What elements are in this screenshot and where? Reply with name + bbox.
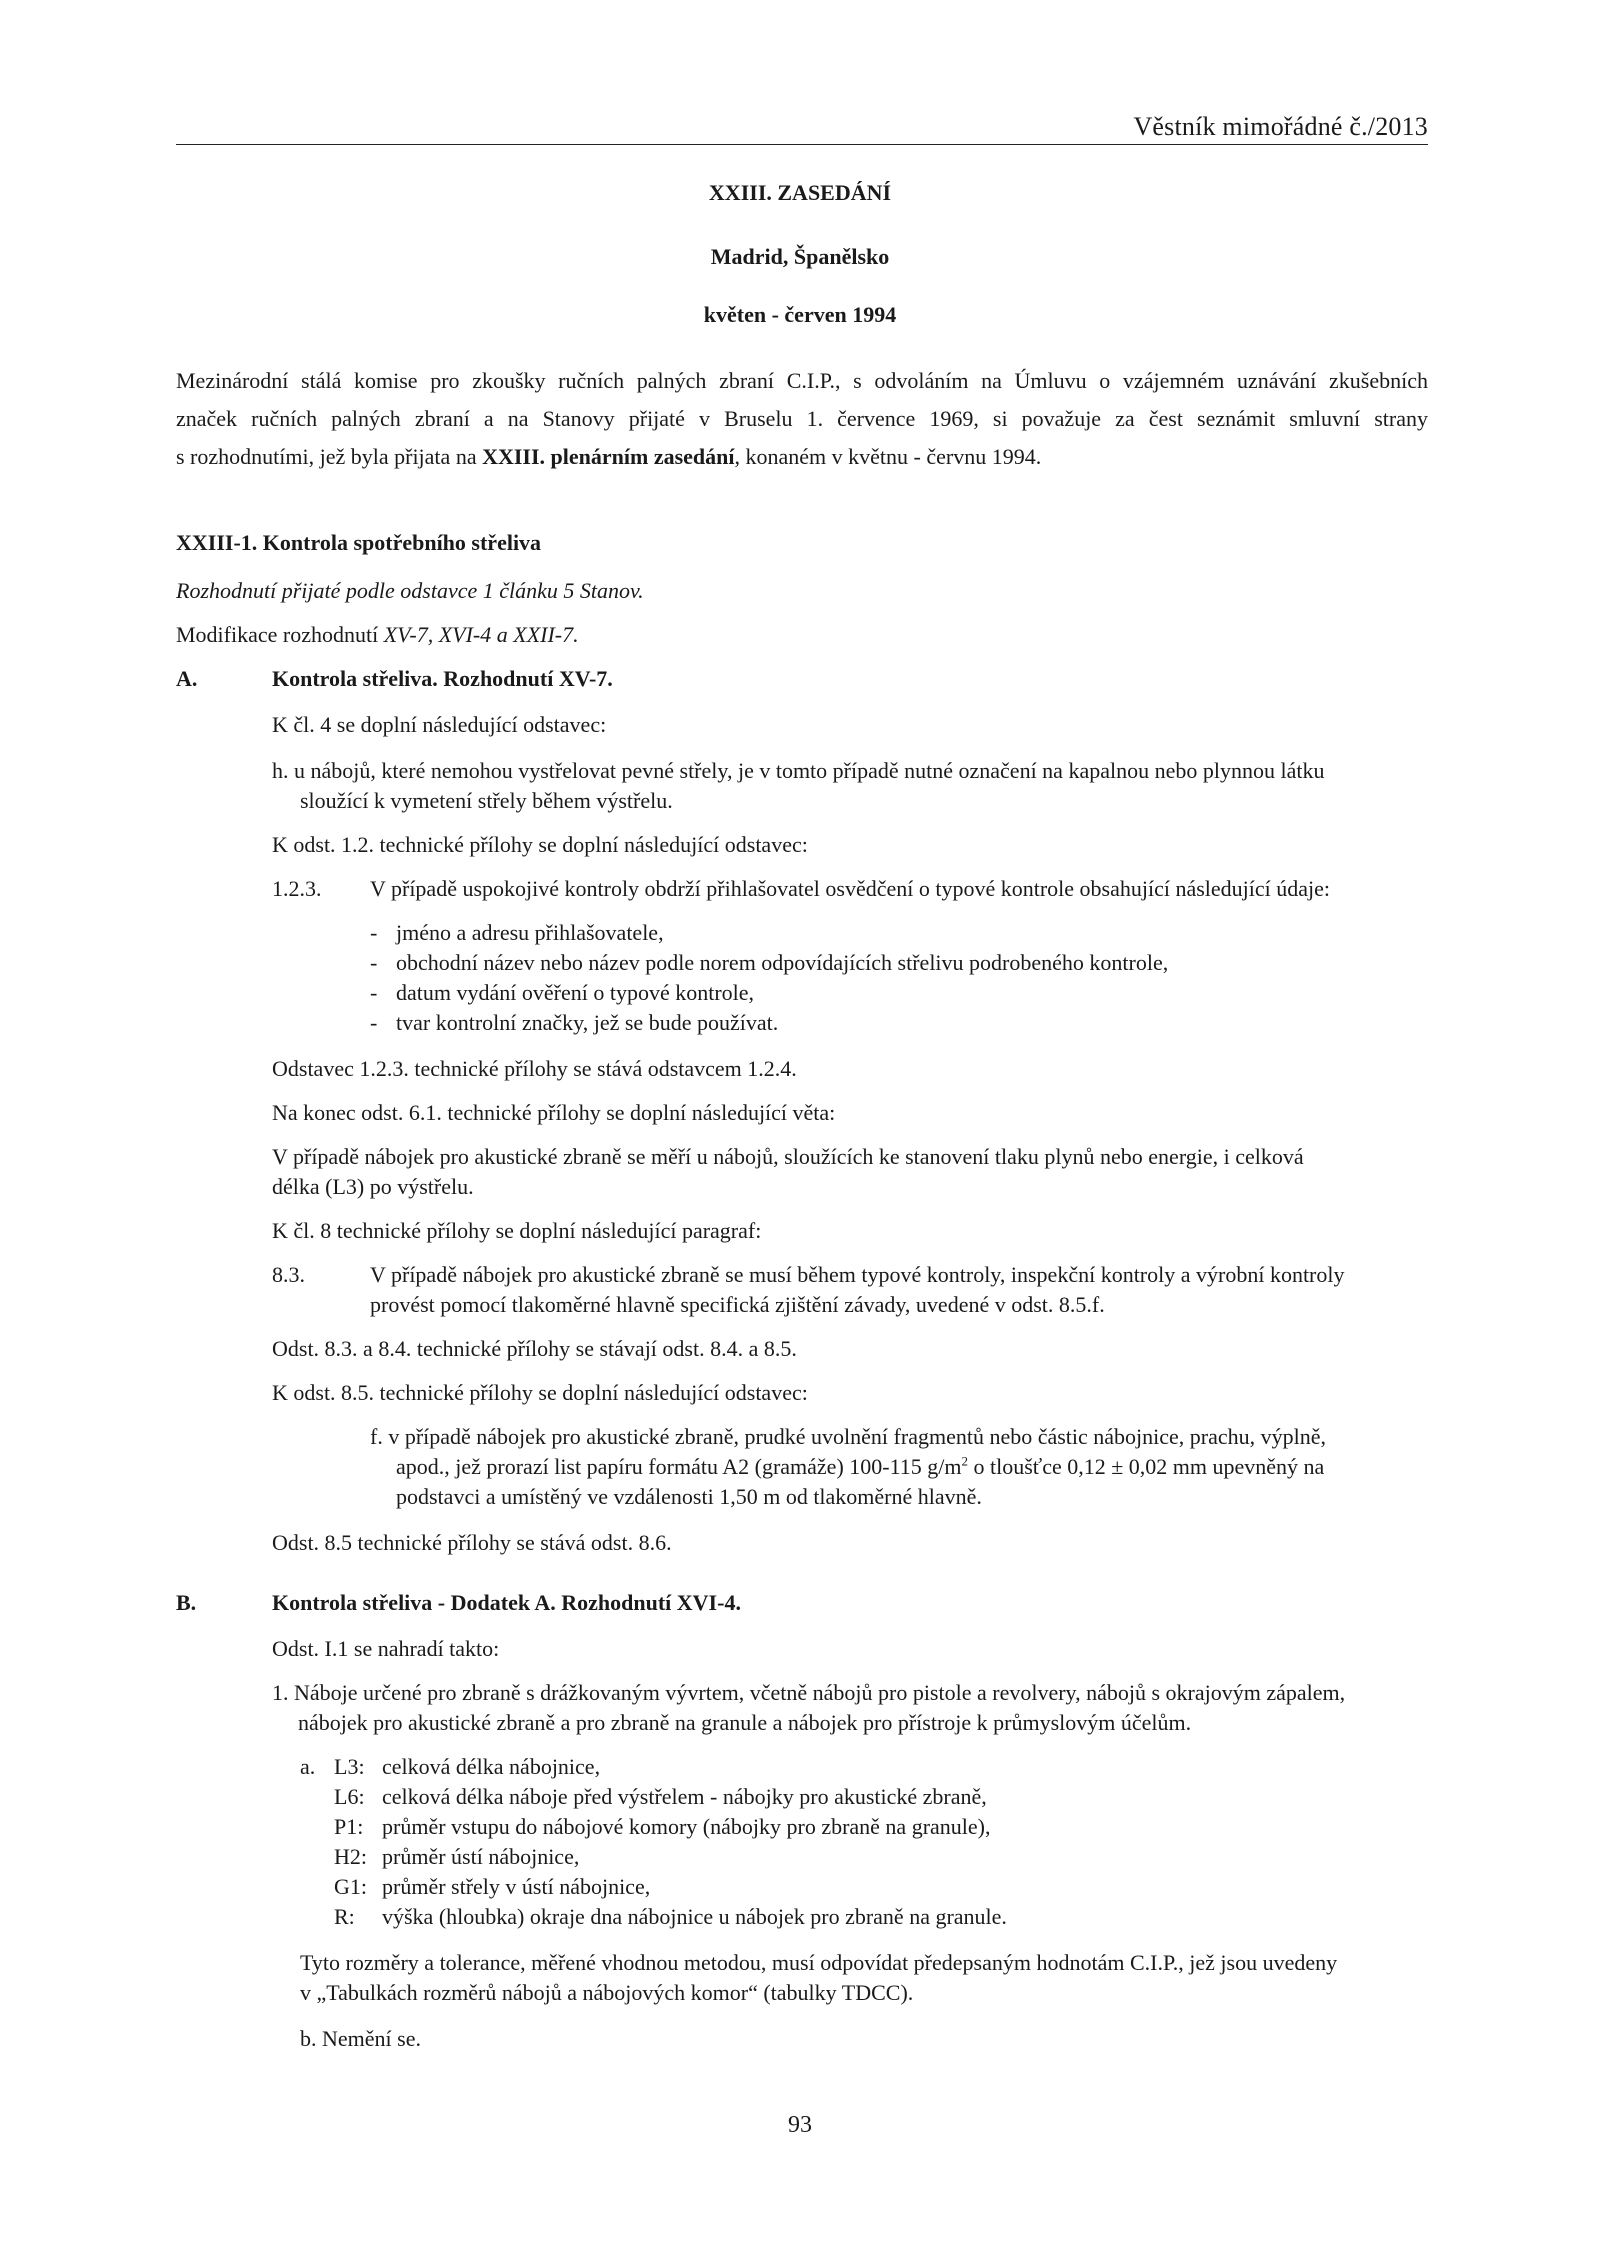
- item-h-line-1: h. u nábojů, které nemohou vystřelovat pevné střely, je v tomto případě nutné označení na kapalnou nebo plynnou látku: [272, 758, 1325, 783]
- num-1-2-3: 1.2.3.: [272, 876, 322, 901]
- dim-text: výška (hloubka) okraje dna nábojnice u nábojek pro zbraně na granule.: [382, 1904, 1007, 1929]
- item-1-line-1: 1. Náboje určené pro zbraně s drážkovaným vývrtem, včetně nábojů pro pistole a revolvery, nábojů s okrajovým zápalem,: [272, 1680, 1346, 1705]
- item-1-line-2: nábojek pro akustické zbraně a pro zbraně na granule a nábojek pro přístroje k průmyslovým účelům.: [298, 1710, 1192, 1735]
- session-title: XXIII. ZASEDÁNÍ: [708, 180, 892, 205]
- sub-item-b: b. Nemění se.: [300, 2026, 421, 2051]
- section-heading: XXIII-1. Kontrola spotřebního střeliva: [176, 530, 542, 555]
- item-f-line-3: podstavci a umístěný ve vzdálenosti 1,50 m od tlakoměrné hlavně.: [396, 1484, 982, 1509]
- part-b-p1: Odst. I.1 se nahradí takto:: [272, 1636, 500, 1661]
- num-1-2-3-text: V případě uspokojivé kontroly obdrží přihlašovatel osvědčení o typové kontrole obsahující následující údaje:: [370, 876, 1331, 901]
- part-a-p5-line-1: V případě nábojek pro akustické zbraně se měří u nábojů, sloužících ke stanovení tlaku plynů nebo energie, i celková: [272, 1144, 1304, 1169]
- tolerance-line-2: v „Tabulkách rozměrů nábojů a nábojových komor“ (tabulky TDCC).: [300, 1980, 914, 2005]
- part-a-p3: Odstavec 1.2.3. technické přílohy se stává odstavcem 1.2.4.: [272, 1056, 797, 1081]
- part-a-p6: K čl. 8 technické přílohy se doplní následující paragraf:: [272, 1218, 762, 1243]
- bullet-item: tvar kontrolní značky, jež se bude používat.: [396, 1010, 779, 1035]
- intro-line-3: s rozhodnutími, jež byla přijata na XXIII. plenárním zasedání, konaném v květnu - červnu 1994.: [176, 444, 1042, 469]
- part-a-p8: K odst. 8.5. technické přílohy se doplní následující odstavec:: [272, 1380, 808, 1405]
- dim-text: průměr vstupu do nábojové komory (nábojky pro zbraně na granule),: [382, 1814, 991, 1839]
- dim-text: průměr ústí nábojnice,: [382, 1844, 580, 1869]
- part-b-title: Kontrola střeliva - Dodatek A. Rozhodnutí XVI-4.: [272, 1590, 741, 1615]
- intro-line-1: Mezinárodní stálá komise pro zkoušky ručních palných zbraní C.I.P., s odvoláním na Úmluvu o vzájemném uznávání zkušebních: [176, 368, 1428, 393]
- num-8-3-line-1: V případě nábojek pro akustické zbraně se musí během typové kontroly, inspekční kontroly a výrobní kontroly: [370, 1262, 1345, 1287]
- dim-text: celková délka nábojnice,: [382, 1754, 601, 1779]
- part-a-p5-line-2: délka (L3) po výstřelu.: [272, 1174, 474, 1199]
- decision-basis: Rozhodnutí přijaté podle odstavce 1 článku 5 Stanov.: [176, 578, 644, 603]
- part-a-p7: Odst. 8.3. a 8.4. technické přílohy se stávají odst. 8.4. a 8.5.: [272, 1336, 797, 1361]
- dim-code: G1:: [334, 1874, 367, 1899]
- bullet-mark: -: [370, 980, 378, 1005]
- bullet-mark: -: [370, 920, 378, 945]
- part-a-p1: K čl. 4 se doplní následující odstavec:: [272, 712, 607, 737]
- num-8-3-line-2: provést pomocí tlakoměrné hlavně specifická zjištění závady, uvedené v odst. 8.5.f.: [370, 1292, 1105, 1317]
- dim-text: celková délka náboje před výstřelem - nábojky pro akustické zbraně,: [382, 1784, 987, 1809]
- bullet-item: datum vydání ověření o typové kontrole,: [396, 980, 755, 1005]
- session-place: Madrid, Španělsko: [710, 244, 890, 269]
- bullet-item: jméno a adresu přihlašovatele,: [396, 920, 664, 945]
- intro-line-2: značek ručních palných zbraní a na Stanovy přijaté v Bruselu 1. července 1969, si považuje za čest seznámit smluvní strany: [176, 406, 1428, 431]
- session-date: květen - červen 1994: [703, 302, 897, 327]
- modification-note: Modifikace rozhodnutí XV-7, XVI-4 a XXII-7.: [176, 622, 579, 647]
- item-h-line-2: sloužící k vymetení střely během výstřelu.: [300, 788, 673, 813]
- part-a-p2: K odst. 1.2. technické přílohy se doplní následující odstavec:: [272, 832, 808, 857]
- page-number: 93: [788, 2112, 812, 2138]
- sub-item-a: a.: [300, 1754, 316, 1779]
- dim-text: průměr střely v ústí nábojnice,: [382, 1874, 651, 1899]
- header-rule: [176, 144, 1428, 145]
- journal-header: Věstník mimořádné č./2013: [1133, 112, 1428, 141]
- bullet-mark: -: [370, 1010, 378, 1035]
- part-a-p9: Odst. 8.5 technické přílohy se stává odst. 8.6.: [272, 1530, 672, 1555]
- num-8-3: 8.3.: [272, 1262, 305, 1287]
- part-a-letter: A.: [176, 666, 198, 691]
- part-b-letter: B.: [176, 1590, 197, 1615]
- bullet-mark: -: [370, 950, 378, 975]
- dim-code: L6:: [334, 1784, 365, 1809]
- bullet-item: obchodní název nebo název podle norem odpovídajících střelivu podrobeného kontrole,: [396, 950, 1169, 975]
- item-f-line-2: apod., jež prorazí list papíru formátu A2 (gramáže) 100-115 $g/m^2$ o tloušťce 0,12 ± 0,02 mm upevněný na: [396, 1453, 1325, 1479]
- dim-code: R:: [334, 1904, 355, 1929]
- dim-code: H2:: [334, 1844, 367, 1869]
- part-a-title: Kontrola střeliva. Rozhodnutí XV-7.: [272, 666, 613, 691]
- tolerance-line-1: Tyto rozměry a tolerance, měřené vhodnou metodou, musí odpovídat předepsaným hodnotám C.I.P., jež jsou uvedeny: [300, 1950, 1338, 1975]
- item-f-line-1: f. v případě nábojek pro akustické zbraně, prudké uvolnění fragmentů nebo částic nábojnice, prachu, výplně,: [370, 1424, 1327, 1449]
- part-a-p4: Na konec odst. 6.1. technické přílohy se doplní následující věta:: [272, 1100, 836, 1125]
- dim-code: L3:: [334, 1754, 365, 1779]
- dim-code: P1:: [334, 1814, 364, 1839]
